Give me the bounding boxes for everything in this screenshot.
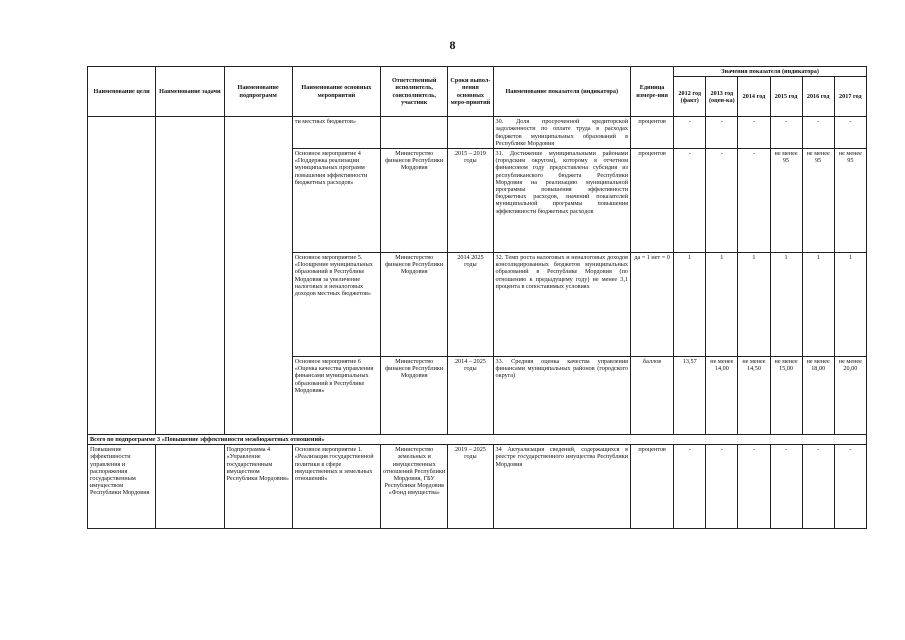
indicator-cell: 30. Доля просроченной кредиторской задолженности по оплате труда в расходах бюджетов муниципальных образований в Республике Мордовия [493, 117, 631, 149]
header-subprogram: Наименование подпрограмм [224, 67, 292, 117]
value-cell: 1 [770, 253, 802, 357]
table-row [88, 117, 867, 149]
terms-cell: 2015 – 2019 годы [448, 149, 493, 253]
header-activity: Наименование основных мероприятий [292, 67, 380, 117]
value-cell: не менее 15,00 [770, 357, 802, 435]
indicator-cell: 33. Средняя оценка качества управления финансами муниципальных районов (городского округа) [493, 357, 631, 435]
indicator-cell: 31. Достижение муниципальными районами (городским округом), которому в отчетном финансовом году предоставлена субсидия из республиканского бюджета Республики Мордовия на реализацию муниципальной программы повышения эффективности бюджетных расходов, значений показателей муниципальной программы повышения эффективности бюджетных расходов [493, 149, 631, 253]
header-year: 2015 год [770, 77, 802, 117]
value-cell: - [834, 117, 866, 149]
header-indicator: Наименование показателя (индикатора) [493, 67, 631, 117]
executor-cell: Министерство финансов Республики Мордовия [381, 149, 448, 253]
header-unit: Единица измере-ния [631, 67, 674, 117]
value-cell: - [674, 117, 706, 149]
task-cell [156, 117, 224, 435]
section-title: Всего по подпрограмме 3 «Повышение эффективности межбюджетных отношений» [88, 435, 867, 445]
header-goal: Наименование цели [88, 67, 156, 117]
unit-cell: да = 1 нет = 0 [631, 253, 674, 357]
header-year: 2013 год (оцен-ка) [706, 77, 738, 117]
value-cell: - [738, 445, 770, 529]
indicator-cell: 32. Темп роста налоговых и неналоговых доходов консолидированных бюджетов муниципальных образований в Республике Мордовия (по отношению к предыдущему году) не менее 3,1 процента в сопоставимых условиях [493, 253, 631, 357]
activity-cell: ти местных бюджетов» [292, 117, 380, 149]
value-cell: - [706, 445, 738, 529]
value-cell: не менее 95 [834, 149, 866, 253]
unit-cell: процентов [631, 445, 674, 529]
terms-cell [448, 117, 493, 149]
value-cell: не менее 18,00 [802, 357, 834, 435]
value-cell: 1 [738, 253, 770, 357]
header-task: Наименование задачи [156, 67, 224, 117]
value-cell: - [738, 117, 770, 149]
subprogram-cell [224, 117, 292, 435]
goal-cell: Повышение эффективности управления и распоряжения государственным имуществом Республики Мордовия [88, 445, 156, 529]
page-number: 8 [449, 38, 456, 52]
header-executor: Ответственный исполнитель, соисполнитель, участник [381, 67, 448, 117]
unit-cell: процентов [631, 149, 674, 253]
unit-cell: баллов [631, 357, 674, 435]
section-row [88, 435, 867, 445]
value-cell: 1 [802, 253, 834, 357]
header-year: 2014 год [738, 77, 770, 117]
value-cell: - [706, 117, 738, 149]
value-cell: - [770, 117, 802, 149]
value-cell: 1 [674, 253, 706, 357]
terms-cell: 2014 – 2025 годы [448, 357, 493, 435]
unit-cell: процентов [631, 117, 674, 149]
executor-cell: Министерство финансов Республики Мордовия [381, 253, 448, 357]
value-cell: 1 [834, 253, 866, 357]
value-cell: - [834, 445, 866, 529]
value-cell: не менее 95 [770, 149, 802, 253]
value-cell: - [802, 117, 834, 149]
executor-cell [381, 117, 448, 149]
value-cell: - [738, 149, 770, 253]
value-cell: - [802, 445, 834, 529]
terms-cell: 2019 – 2025 годы [448, 445, 493, 529]
value-cell: - [674, 149, 706, 253]
value-cell: - [770, 445, 802, 529]
goal-cell [88, 117, 156, 435]
table-row [88, 445, 867, 529]
indicator-cell: 34 Актуализация сведений, содержащихся в реестре государственного имущества Республики Мордовия [493, 445, 631, 529]
value-cell: 13,57 [674, 357, 706, 435]
value-cell: 1 [706, 253, 738, 357]
value-cell: не менее 95 [802, 149, 834, 253]
activity-cell: Основное мероприятие 1. «Реализация государственной политики в сфере имущественных и земельных отношений» [292, 445, 380, 529]
value-cell: - [674, 445, 706, 529]
header-year: 2012 год (факт) [674, 77, 706, 117]
indicators-table [87, 66, 867, 529]
executor-cell: Министерство земельных и имущественных отношений Республики Мордовия, ГБУ Республики Мордовия «Фонд имущества» [381, 445, 448, 529]
header-values-group: Значения показателя (индикатора) [674, 67, 867, 77]
subprogram-cell: Подпрограмма 4 «Управление государственным имуществом Республики Мордовия» [224, 445, 292, 529]
header-year: 2017 год [834, 77, 866, 117]
activity-cell: Основное мероприятие 5. «Поощрение муниципальных образований в Республике Мордовия за увеличение налоговых и неналоговых доходов местных бюджетов» [292, 253, 380, 357]
task-cell [156, 445, 224, 529]
terms-cell: 2014 2025 годы [448, 253, 493, 357]
header-year: 2016 год [802, 77, 834, 117]
value-cell: не менее 14,50 [738, 357, 770, 435]
activity-cell: Основное мероприятие 6 «Оценка качества управления финансами муниципальных образований в Республике Мордовия» [292, 357, 380, 435]
value-cell: - [706, 149, 738, 253]
executor-cell: Министерство финансов Республики Мордовия [381, 357, 448, 435]
activity-cell: Основное мероприятие 4 «Поддержка реализации муниципальных программ повышения эффективности бюджетных расходов» [292, 149, 380, 253]
value-cell: не менее 20,00 [834, 357, 866, 435]
header-terms: Сроки выпол-нения основных меро-приятий [448, 67, 493, 117]
value-cell: не менее 14,00 [706, 357, 738, 435]
